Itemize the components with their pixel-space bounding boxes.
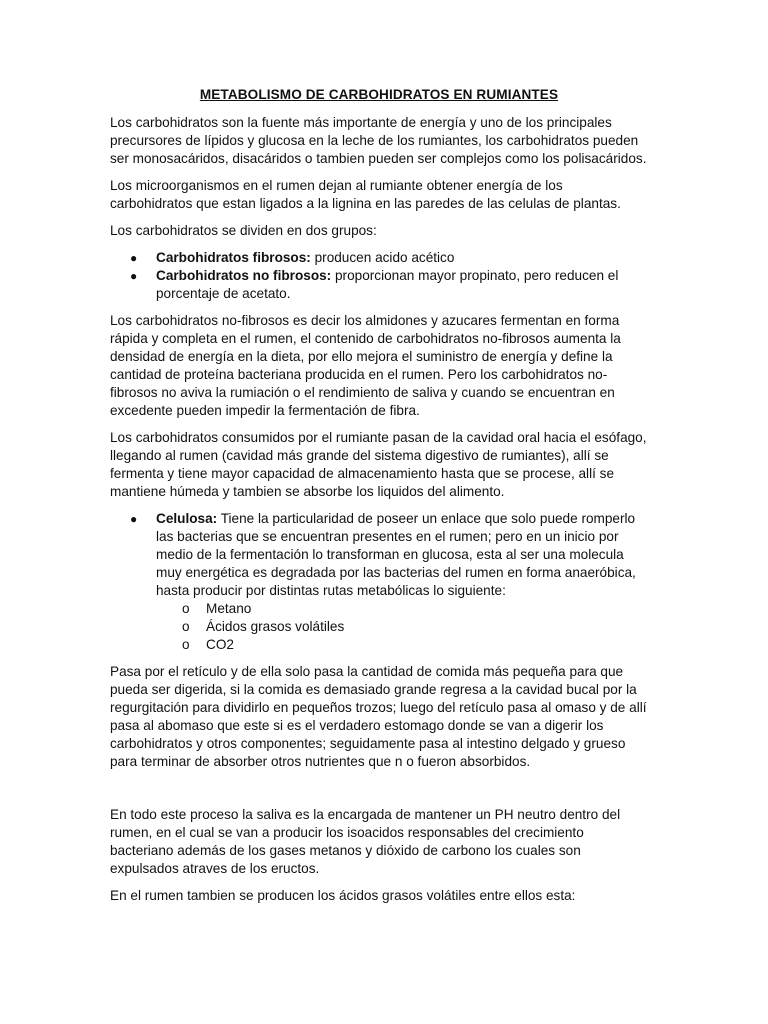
paragraph-groups-intro: Los carbohidratos se dividen en dos grupos: xyxy=(110,223,377,238)
paragraph-digestion: Los carbohidratos consumidos por el rumiante pasan de la cavidad oral hacia el esófago, llegando al rumen (cavidad más grande del sistema digestivo de rumiantes), allí se fermenta y tiene mayor capacidad de almacenamiento hasta que se procese, allí se mantiene húmeda y tambien se absorbe los liquidos del alimento. xyxy=(110,430,647,499)
paragraph-intro: Los carbohidratos son la fuente más importante de energía y uno de los principales precursores de lípidos y glucosa en la leche de los rumiantes, los carbohidratos pueden ser monosacáridos, disacáridos o tambien pueden ser complejos como los polisacáridos. xyxy=(110,115,647,166)
circle-bullet-icon: o xyxy=(182,601,190,616)
paragraph-microorganisms: Los microorganismos en el rumen dejan al rumiante obtener energía de los carbohidratos que estan ligados a la lignina en las paredes de las celulas de plantas. xyxy=(110,178,621,211)
circle-bullet-icon: o xyxy=(182,619,190,634)
list-item xyxy=(110,600,648,618)
list-item xyxy=(110,636,648,654)
product-label: Metano xyxy=(206,601,252,616)
celulosa-label: Celulosa: xyxy=(156,511,218,526)
group-label: Carbohidratos fibrosos: xyxy=(156,250,311,265)
paragraph-non-fibrous: Los carbohidratos no-fibrosos es decir los almidones y azucares fermentan en forma rápida y completa en el rumen, el contenido de carbohidratos no-fibrosos aumenta la densidad de energía en la dieta, por ello mejora el suministro de energía y define la cantidad de proteína bacteriana producida en el rumen. Pero los carbohidratos no-fibrosos no aviva la rumiación o el rendimiento de saliva y cuando se encuentran en excedente pueden impedir la fermentación de fibra. xyxy=(110,313,621,418)
celulosa-text: Tiene la particularidad de poseer un enlace que solo puede romperlo las bacterias que se encuentran presentes en el rumen; pero en un inicio por medio de la fermentación lo transforman en glucosa, esta al ser una molecula muy energética es degradada por las bacterias del rumen en forma anaeróbica, hasta producir por distintas rutas metabólicas lo siguiente: xyxy=(156,511,636,598)
list-item xyxy=(110,510,648,654)
bullet-icon: ● xyxy=(130,512,138,526)
product-label: CO2 xyxy=(206,637,234,652)
bullet-icon: ● xyxy=(130,269,138,283)
product-label: Ácidos grasos volátiles xyxy=(206,619,345,634)
list-item xyxy=(110,249,648,267)
bullet-icon: ● xyxy=(130,251,138,265)
spacer xyxy=(110,780,648,806)
group-text: proporcionan mayor propinato, pero reducen el porcentaje de acetato. xyxy=(156,268,619,301)
circle-bullet-icon: o xyxy=(182,637,190,652)
paragraph-saliva: En todo este proceso la saliva es la encargada de mantener un PH neutro dentro del rumen, en el cual se van a producir los isoacidos responsables del crecimiento bacteriano además de los gases metanos y dióxido de carbono los cuales son expulsados atraves de los eructos. xyxy=(110,807,621,876)
paragraph-reticulum: Pasa por el retículo y de ella solo pasa la cantidad de comida más pequeña para que pueda ser digerida, si la comida es demasiado grande regresa a la cavidad bucal por la regurgitación para dividirlo en pequeños trozos; luego del retículo pasa al omaso y de allí pasa al abomaso que este si es el verdadero estomago donde se van a digerir los carbohidratos y otros componentes; seguidamente pasa al intestino delgado y grueso para terminar de absorber otros nutrientes que n o fueron absorbidos. xyxy=(110,664,647,769)
paragraph-vfa: En el rumen tambien se producen los ácidos grasos volátiles entre ellos esta: xyxy=(110,888,576,903)
products-list xyxy=(110,600,648,654)
group-text: producen acido acético xyxy=(310,250,455,265)
celulosa-list xyxy=(110,510,648,654)
carbohydrate-groups-list xyxy=(110,249,648,303)
document-title: METABOLISMO DE CARBOHIDRATOS EN RUMIANTES xyxy=(199,87,559,102)
list-item xyxy=(110,618,648,636)
list-item xyxy=(110,267,648,303)
group-label: Carbohidratos no fibrosos: xyxy=(156,268,332,283)
